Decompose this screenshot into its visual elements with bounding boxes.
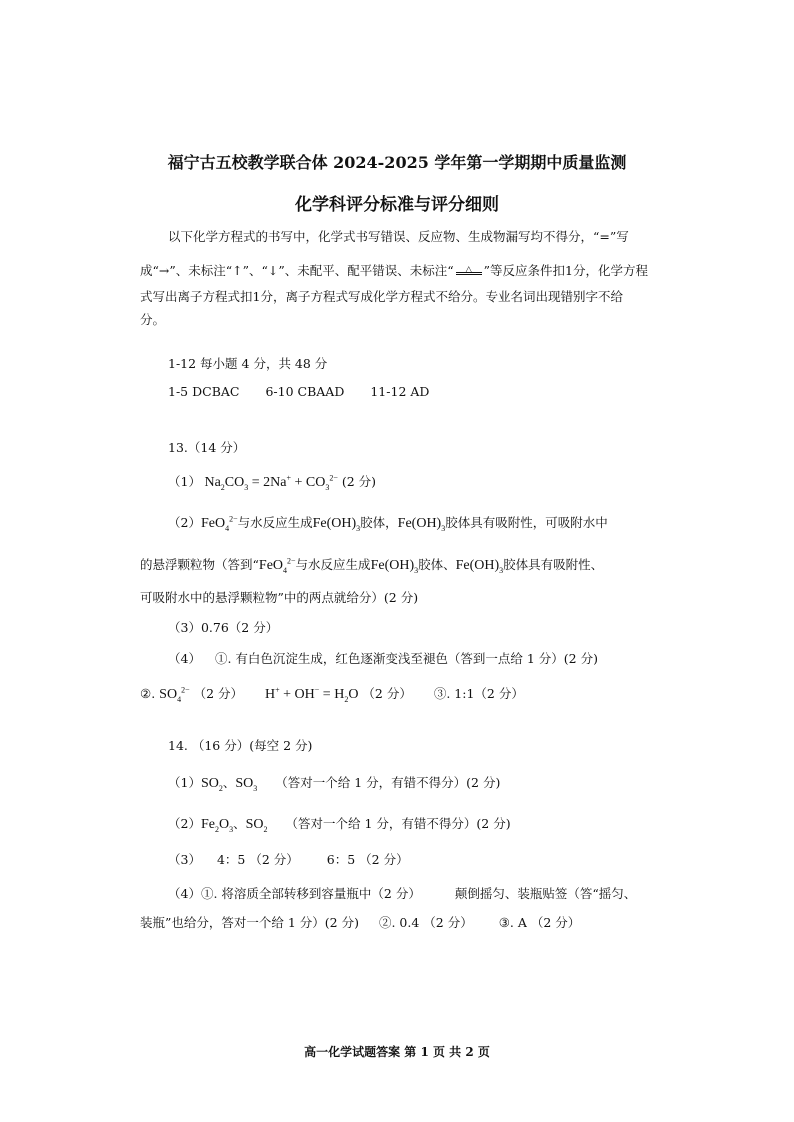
q13-answer-4-line-1: （4） ①. 有白色沉淀生成，红色逐渐变浅至褪色（答到一点给 1 分）(2 分) [168, 651, 598, 666]
q13-header: 13.（14 分） [168, 440, 246, 455]
page-footer: 高一化学试题答案 第 1 页 共 2 页 [304, 1045, 490, 1059]
page-title: 福宁古五校教学联合体 2024-2025 学年第一学期期中质量监测 [167, 153, 627, 172]
intro-line-3: 式写出离子方程式扣1分，离子方程式写成化学方程式不给分。专业名词出现错别字不给 [140, 289, 623, 304]
q13-answer-4-line-2: ②. $SO_4^{2-}$ （2 分） $H^+ + OH^- = H_2O$ （2 分） ③. 1:1（2 分） [140, 685, 524, 704]
page-subtitle: 化学科评分标准与评分细则 [295, 195, 499, 215]
q14-answer-3: （3） 4：5 （2 分） 6：5 （2 分） [168, 852, 409, 867]
ionization-equation: $Na_2CO_3 = 2Na^+ + CO_3^{2-}$ [200, 473, 338, 492]
q14-header: 14. （16 分）(每空 2 分) [168, 738, 313, 753]
intro-line-1: 以下化学方程式的书写中，化学式书写错误、反应物、生成物漏写均不得分，“=”写 [168, 229, 629, 244]
q13-answer-2-line-2: 的悬浮颗粒物（答到“FeO$_4^{2-}$与水反应生成$Fe(OH)_3$胶体、$Fe(OH)_3$胶体具有吸附性、 [140, 556, 604, 575]
q14-answer-1: $(1)SO_2$、$SO_3$ （答对一个给 1 分，有错不得分）(2 分) [168, 775, 501, 793]
q13-answer-2-line-1: （2）FeO$_4^{2-}$与水反应生成$Fe(OH)_3$胶体，$Fe(OH)_3$胶体具有吸附性，可吸附水中 [168, 514, 608, 533]
q14-answer-4-line-1: （4）①. 将溶质全部转移到容量瓶中（2 分） 颠倒摇匀、装瓶贴签（答“摇匀、 [168, 886, 637, 901]
q13-answer-3: （3）0.76（2 分） [168, 620, 279, 635]
q14-answer-2: $(2)Fe_2O_3$、$SO_2$ （答对一个给 1 分，有错不得分）(2 分) [168, 816, 511, 834]
mc-header: 1-12 每小题 4 分，共 48 分 [168, 356, 328, 371]
q13-answer-1: （1） $Na_2CO_3 = 2Na^+ + CO_3^{2-}$ (2 分) [168, 473, 377, 492]
neutralization-equation: $H^+ + OH^- = H_2O$ [265, 685, 359, 704]
intro-line-4: 分。 [140, 312, 166, 327]
q14-answer-4-line-2: 装瓶”也给分，答对一个给 1 分）(2 分) ②. 0.4 （2 分） ③. A （2 分） [140, 915, 581, 930]
intro-line-2: 成“→”、未标注“↑”、“↓”、未配平、配平错误、未标注“ △ ”等反应条件扣1分，化学方程 [140, 263, 649, 278]
mc-answers: 1-5 DCBAC 6-10 CBAAD 11-12 AD [168, 384, 430, 399]
heating-condition-symbol: △ [454, 262, 484, 278]
q13-answer-2-line-3: 可吸附水中的悬浮颗粒物”中的两点就给分）(2 分) [140, 590, 419, 605]
